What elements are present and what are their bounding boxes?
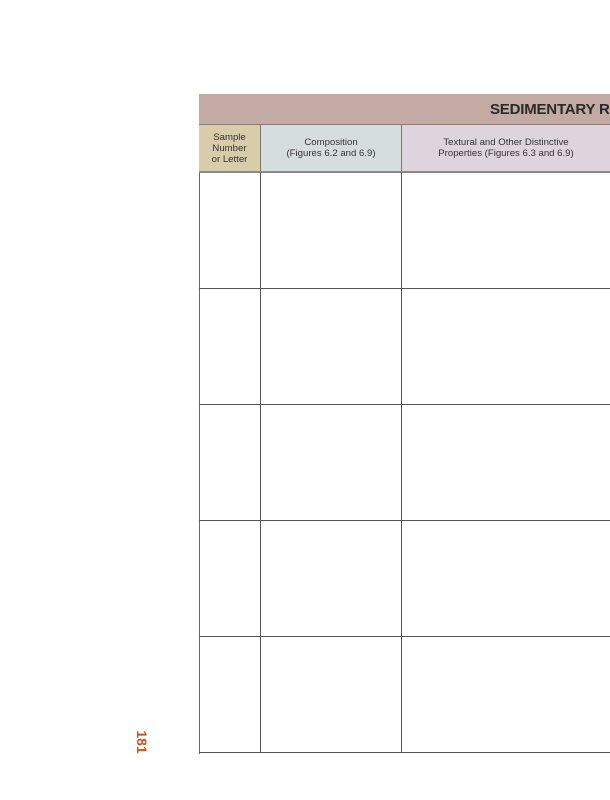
composition-cell[interactable]: [261, 173, 402, 288]
page-number: 181: [134, 730, 150, 754]
table-header-row: [199, 125, 610, 173]
header-textural-properties: Textural and Other Distinctive Properties (Figures 6.3 and 6.9): [402, 125, 610, 173]
banner-title: SEDIMENTARY R: [490, 101, 610, 118]
sample-cell[interactable]: [199, 289, 261, 404]
composition-cell[interactable]: [261, 637, 402, 752]
sedimentary-rock-worksheet: [199, 94, 610, 753]
texture-cell[interactable]: [402, 637, 610, 752]
texture-cell[interactable]: [402, 289, 610, 404]
sample-cell[interactable]: [199, 173, 261, 288]
header-sample-number: Sample Number or Letter: [199, 125, 261, 173]
texture-cell[interactable]: [402, 405, 610, 520]
composition-cell[interactable]: [261, 405, 402, 520]
table-row: [199, 289, 610, 405]
texture-cell[interactable]: [402, 521, 610, 636]
table-row: [199, 521, 610, 637]
table-row: [199, 405, 610, 521]
table-row: [199, 173, 610, 289]
sample-cell[interactable]: [199, 405, 261, 520]
sample-cell[interactable]: [199, 521, 261, 636]
table-banner: [199, 94, 610, 125]
texture-cell[interactable]: [402, 173, 610, 288]
composition-cell[interactable]: [261, 289, 402, 404]
header-composition: Composition (Figures 6.2 and 6.9): [261, 125, 402, 173]
table-body: [199, 173, 610, 753]
table-row: [199, 637, 610, 753]
sample-cell[interactable]: [199, 637, 261, 752]
composition-cell[interactable]: [261, 521, 402, 636]
